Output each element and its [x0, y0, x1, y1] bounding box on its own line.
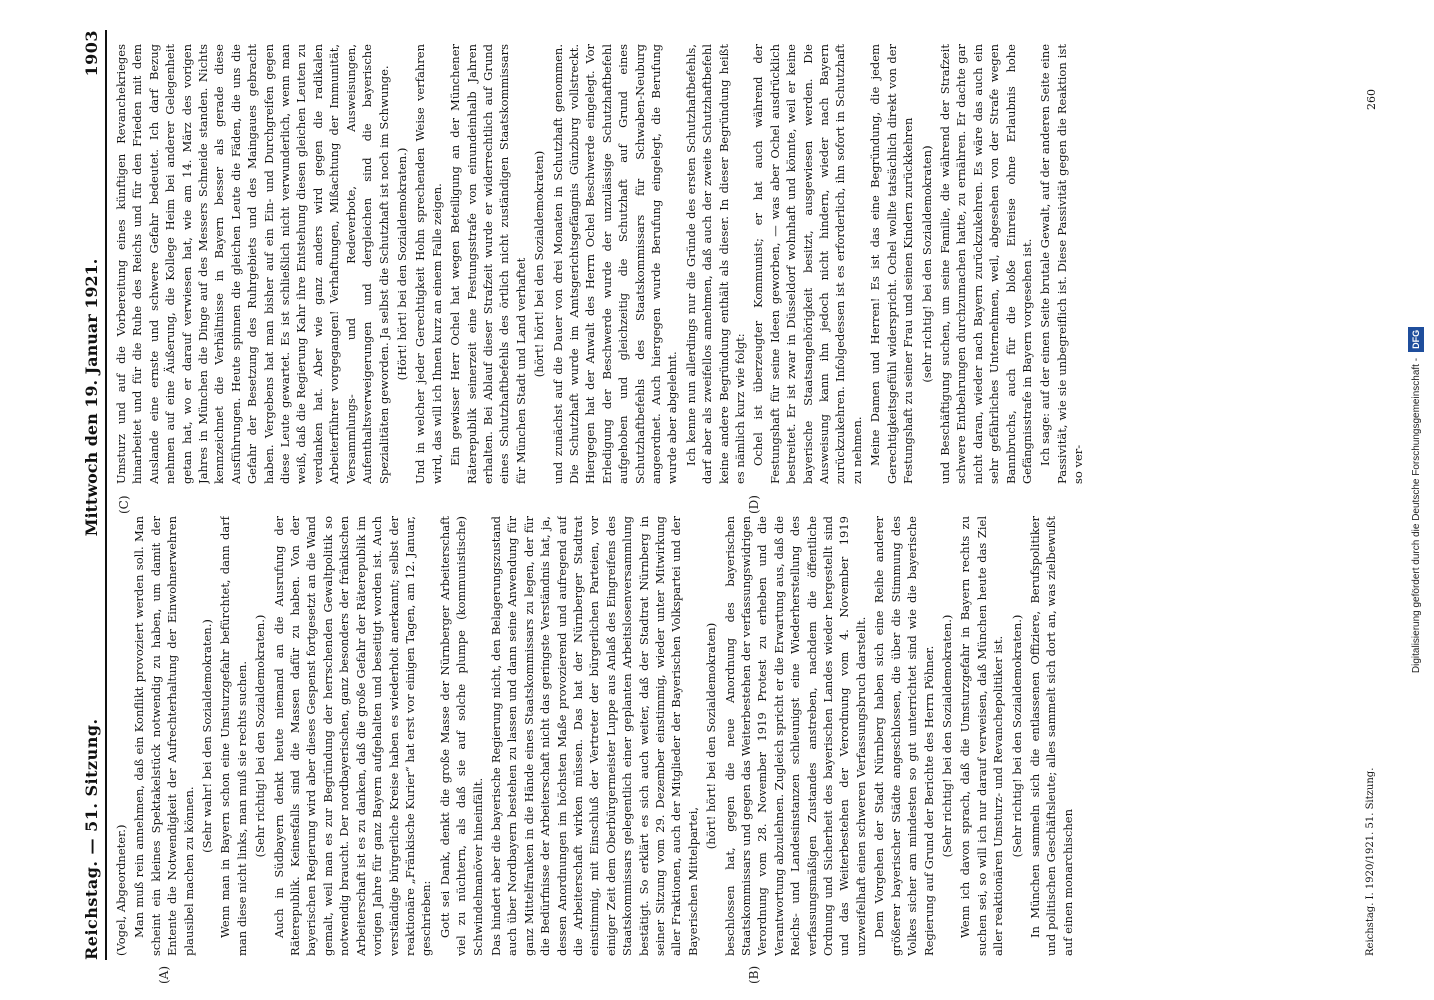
digitization-note-text: Digitalisierung gefördert durch die Deutsche Forschungsgemeinschaft - [1411, 357, 1422, 674]
speaker-label: (Vogel, Abgeordneter.) [114, 824, 128, 956]
header-left: Reichstag. — 51. Sitzung. [82, 718, 101, 960]
interjection: (Sehr wahr! bei den Sozialdemokraten.) [200, 619, 215, 853]
paragraph: und Beschäftigung suchen, um seine Familie, die während der Strafzeit schwere Entbehrungen durchzumachen hatte, zu ernähren. Er dachte gar nicht daran, wieder nach Bayern zurückzukehren. Es wäre das auch ein sehr gefährliches Unternehmen, weil, abgesehen von der Strafe wegen Bannbruchs, auch für die bloße Einreise ohne Erlaubnis hohe Gefängnisstrafe in Bayern vorgesehen ist. [937, 44, 1034, 484]
interjection: (Sehr richtig! bei den Sozialdemokraten.) [939, 614, 954, 858]
interjection: (Sehr richtig! bei den Sozialdemokraten.) [253, 614, 268, 858]
interjection: (Sehr richtig! bei den Sozialdemokraten.) [1009, 614, 1024, 858]
paragraph: Und in welcher jeder Gerechtigkeit Hohn sprechenden Weise verfahren wird, das will ich Ihnen kurz an einem Falle zeigen. [413, 44, 444, 484]
quotation: Ochel ist überzeugter Kommunist; er hat auch während der Festungshaft für seine Ideen geworben, — was aber Ochel ausdrücklich bestreitet. Er ist zwar in Düsseldorf wohnhaft und könnte, weil er keine bayerische Staatsangehörigkeit besitzt, ausgewiesen werden. Die Ausweisung kann ihn jedoch nicht hindern, wieder nach Bayern zurückzukehren. Infolgedessen ist es erforderlich, ihn sofort in Schutzhaft zu nehmen. [751, 44, 864, 484]
running-head [61, 30, 107, 960]
paragraph: Meine Damen und Herren! Es ist das eine Begründung, die jedem Gerechtigkeitsgefühl widerspricht. Ochel wollte tatsächlich direkt von der Festungshaft zu seiner Frau und seinen Kindern zurückkehren [868, 44, 916, 484]
paragraph: Wenn ich davon sprach, daß die Umsturzgefahr in Bayern rechts zu suchen sei, so will ich nur darauf verweisen, daß München heute das Ziel aller reaktionären Umsturz- und Revanchepolitiker ist. [958, 516, 1006, 956]
document-sheet [47, 10, 1387, 990]
quotation: Gott sei Dank, denkt die große Masse der Nürnberger Arbeiterschaft viel zu nüchtern, als daß sie auf solche plumpe (kommunistische) Schwindelmanöver hineinfällt. [437, 516, 485, 956]
paragraph: Wenn man in Bayern schon eine Umsturzgefahr befürchtet, dann darf man diese nicht links, man muß sie rechts suchen. [218, 516, 249, 956]
paragraph: Ich kenne nun allerdings nur die Gründe des ersten Schutzhaftbefehls, darf aber als zweifellos annehmen, daß auch der zweite Schutzhaftbefehl keine andere Begründung enthält als dieser. In dieser Begründung heißt es nämlich kurz wie folgt: [683, 44, 748, 484]
margin-mark-b: (B) [747, 965, 761, 984]
paragraph: Umsturz und auf die Vorbereitung eines künftigen Revanchekrieges hinarbeitet und für die Ruhe des Reichs und für den Frieden mit dem Auslande eine ernste und schwere Gefahr bedeutet. Ich darf Bezug nehmen auf eine Äußerung, die Kollege Heim bei anderer Gelegenheit getan hat, wo er darauf verwiesen hat, wie am 14. März des vorigen Jahres in München die Dinge auf des Messers Schneide standen. Nichts kennzeichnet die Verhältnisse in Bayern besser als gerade diese Ausführungen. Heute spinnen die gleichen Leute die Fäden, die uns die Gefahr der Besetzung des Ruhrgebiets und des Maingaues gebracht haben. Vergebens hat man bisher auf ein Ein- und Durchgreifen gegen diese Leute gewartet. Es ist schließlich nicht verwunderlich, wenn man weiß, daß die Regierung Kahr ihre Entstehung diesen gleichen Leuten zu verdanken hat. Aber wie ganz anders wird gegen die radikalen Arbeiterführer vorgegangen! Verhaftungen, Mißachtung der Immunität, Versammlungs- und Redeverbote, Ausweisungen, Aufenthaltsverweigerungen und dergleichen sind die bayerische Spezialitäten geworden. Ja selbst die Schutzhaft ist noch im Schwunge. [114, 44, 391, 484]
dfg-logo: DFG [1408, 327, 1424, 352]
left-column [113, 516, 1363, 956]
interjection: (hört! hört! bei den Sozialdemokraten) [532, 150, 547, 378]
paragraph: Man muß rein annehmen, daß ein Konflikt provoziert werden soll. Man scheint ein kleines Spektakelstück notwendig zu haben, um damit der Entente die Notwendigkeit der Aufrechterhaltung der Einwohnerwehren plausibel machen zu können. [132, 516, 196, 956]
margin-mark-a: (A) [157, 965, 171, 984]
paragraph: Auch in Südbayern denkt heute niemand an die Ausrufung der Räterepublik. Keinesfalls sind die Massen dafür zu haben. Von der bayerischen Regierung wird aber dieses Gespenst fortgesetzt an die Wand gemalt, weil man es zur Begründung der herrschenden Gewaltpolitik so notwendig braucht. Der nordbayerischen, ganz besonders der fränkischen Arbeiterschaft ist es zu danken, daß die große Gefahr der Räterepublik im vorigen Jahre für ganz Bayern aufgehalten und beseitigt worden ist. Auch verständige bürgerliche Kreise haben es wiederholt anerkannt; selbst der reaktionäre „Fränkische Kurier“ hat erst vor einigen Tagen, am 12. Januar, geschrieben: [271, 516, 434, 956]
footer-signature: Reichstag. I. 1920/1921. 51. Sitzung. [1365, 767, 1376, 956]
margin-mark-d: (D) [747, 495, 761, 514]
paragraph: und zunächst auf die Dauer von drei Monaten in Schutzhaft genommen. Die Schutzhaft wurde im Amtsgerichtsgefängnis Günzburg vollstreckt. Hiergegen hat der Anwalt des Herrn Ochel Beschwerde eingelegt. Vor Erledigung der Beschwerde wurde der unzulässige Schutzhaftbefehl aufgehoben und gleichzeitig die Schutzhaft auf Grund eines Schutzhaftbefehls des Staatskommissars für Schwaben-Neuburg angeordnet. Auch hiergegen wurde Berufung eingelegt, die Berufung wurde aber abgelehnt. [550, 44, 680, 484]
header-page-number: 1903 [82, 30, 101, 77]
paragraph: beschlossen hat, gegen die neue Anordnung des bayerischen Staatskommissars und gegen das Weiterbestehen der verfassungswidrigen Verordnung vom 28. November 1919 Protest zu erheben und die Verantwortung abzulehnen. Zugleich spricht er die Erwartung aus, daß die Reichs- und Landesinstanzen schleunigst eine Wiederherstellung des verfassungsmäßigen Zustandes anstreben, nachdem die öffentliche Ordnung und Sicherheit des bayerischen Landes wieder hergestellt sind und das Weiterbestehen der Verordnung vom 4. November 1919 unzweifelhaft einen schweren Verfassungsbruch darstellt. [722, 516, 868, 956]
paragraph: Ich sage: auf der einen Seite brutale Gewalt, auf der anderen Seite eine Passivität, wie sie unbegreiflich ist. Diese Passivität gegen die Reaktion ist so ver- [1038, 44, 1086, 484]
digitization-note [1403, 8, 1429, 992]
paragraph: Das hindert aber die bayerische Regierung nicht, den Belagerungszustand auch über Nordbayern bestehen zu lassen und dann seine Anwendung für ganz Mittelfranken in die Hände eines Staatskommissars zu legen, der für die Bedürfnisse der Arbeiterschaft nicht das geringste Verständnis hat, ja, dessen Anordnungen im höchsten Maße provozierend und aufregend auf die Arbeiterschaft wirken müssen. Das hat der Nürnberger Stadtrat einstimmig, mit Einschluß der Vertreter der bürgerlichen Parteien, vor einiger Zeit dem Oberbürgermeister Luppe aus Anlaß des Eingreifens des Staatskommissars gelegentlich einer geplanten Arbeitslosenversammlung bestätigt. So erklärt es sich auch weiter, daß der Stadtrat Nürnberg in seiner Sitzung vom 29. Dezember einstimmig, wieder unter Mitwirkung aller Fraktionen, auch der Mitglieder der Bayerischen Volkspartei und der Bayerischen Mittelpartei, [488, 516, 700, 956]
header-center: Mittwoch den 19. Januar 1921. [82, 258, 101, 537]
paragraph: In München sammeln sich die entlassenen Offiziere, Berufspolitiker und politischen Geschäftsleute; alles sammelt sich dort an, was zielbewußt auf einen monarchischen [1027, 516, 1075, 956]
interjection: (hört! hört! bei den Sozialdemokraten) [704, 622, 719, 850]
digitization-note-text-wrap [1408, 8, 1424, 992]
interjection: (Hört! hört! bei den Sozialdemokraten.) [394, 147, 409, 381]
footer-page-number: 260 [1365, 89, 1378, 110]
margin-mark-c: (C) [117, 495, 131, 514]
interjection: (sehr richtig! bei den Sozialdemokraten) [919, 145, 934, 383]
paragraph: Ein gewisser Herr Ochel hat wegen Beteiligung an der Münchener Räterepublik seinerzeit eine Festungsstrafe von einundeinhalb Jahren erhalten. Bei Ablauf dieser Strafzeit wurde er widerrechtlich auf Grund eines Schutzhaftbefehls des örtlich nicht zuständigen Staatskommissars für München Stadt und Land verhaftet [448, 44, 528, 484]
paragraph: Dem Vorgehen der Stadt Nürnberg haben sich eine Reihe anderer größerer bayerischer Städte angeschlossen, die über die Stimmung des Volkes sicher am mindesten so gut unterrichtet sind wie die bayerische Regierung auf Grund der Berichte des Herrn Pöhner. [872, 516, 936, 956]
right-column [113, 44, 1363, 484]
